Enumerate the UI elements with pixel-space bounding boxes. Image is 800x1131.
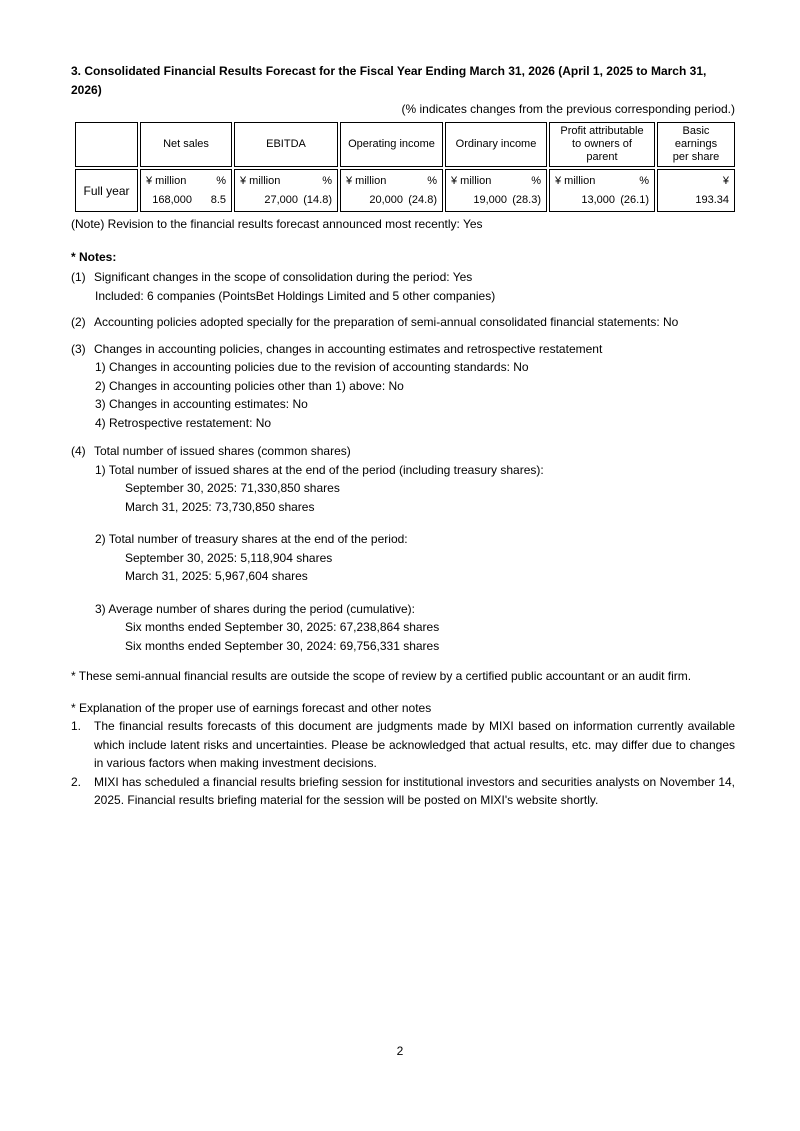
cell-ebitda (234, 169, 338, 212)
note-1 (71, 268, 735, 287)
change-pct: 8.5 (210, 194, 226, 206)
unit-row (555, 174, 649, 189)
page-number: 2 (396, 1044, 404, 1058)
note-4-sub1-title: 1) Total number of issued shares at the end of the period (including treasury shares): (95, 462, 544, 477)
forecast-table (75, 122, 735, 212)
note-3-item: 3) Changes in accounting estimates: No (95, 397, 308, 411)
unit-row (663, 174, 729, 189)
note-3 (71, 340, 735, 359)
col-header-operating-income: Operating income (340, 122, 443, 167)
review-scope-note: * These semi-annual financial results are outside the scope of review by a certified public accountant or an audit firm. (71, 669, 692, 683)
note-4-label: (4) (71, 444, 86, 458)
change-pct: (28.3) (512, 194, 541, 206)
table-revision-note: (Note) Revision to the financial results forecast announced most recently: Yes (71, 217, 483, 231)
pct-label: % (639, 175, 649, 187)
note-4-sub3-line: Six months ended September 30, 2024: 69,756,331 shares (125, 638, 440, 653)
note-2 (71, 313, 735, 332)
note-4-sub3-title: 3) Average number of shares during the period (cumulative): (95, 601, 415, 616)
note-2-label: (2) (71, 315, 86, 329)
unit-label: ¥ (722, 175, 729, 187)
value-row (346, 190, 437, 210)
col-header-net-sales: Net sales (140, 122, 232, 167)
pct-label: % (216, 175, 226, 187)
cell-operating-income (340, 169, 443, 212)
note-3-text: Changes in accounting policies, changes in accounting estimates and retrospective restatement (94, 341, 603, 356)
value: 19,000 (473, 194, 507, 206)
pct-label: % (427, 175, 437, 187)
note-4 (71, 442, 735, 461)
change-pct: (26.1) (620, 194, 649, 206)
col-header-ordinary-income: Ordinary income (445, 122, 547, 167)
unit-label: ¥ million (555, 175, 596, 187)
pct-label: % (531, 175, 541, 187)
note-3-item: 2) Changes in accounting policies other than 1) above: No (95, 378, 404, 393)
note-4-sub2-title: 2) Total number of treasury shares at the end of the period: (95, 532, 408, 546)
header-line: Basic (682, 125, 710, 137)
change-pct: (24.8) (408, 194, 437, 206)
cell-profit-attributable (549, 169, 655, 212)
col-header-profit-attributable (549, 122, 655, 167)
value-row (146, 190, 226, 210)
value: 168,000 (152, 194, 192, 206)
header-line: parent (586, 151, 618, 163)
unit-row (346, 174, 437, 189)
unit-row (240, 174, 332, 189)
value-row (663, 190, 729, 210)
explanation-item-1-text: The financial results forecasts of this document are judgments made by MIXI based on information currently available which include latent risks and uncertainties. Please be acknowledged that actual results, etc. may differ due to changes in various factors when making investment decisions. (94, 719, 735, 770)
note-4-text: Total number of issued shares (common shares) (94, 444, 351, 458)
note-4-sub1-line: March 31, 2025: 73,730,850 shares (125, 499, 315, 514)
header-line: to owners of (572, 138, 632, 150)
table-caption-note: (% indicates changes from the previous corresponding period.) (401, 102, 735, 116)
value: 193.34 (695, 194, 729, 206)
note-1-label: (1) (71, 270, 86, 284)
value: 27,000 (264, 194, 298, 206)
note-1-text: Significant changes in the scope of consolidation during the period: Yes (94, 270, 473, 284)
note-3-label: (3) (71, 341, 86, 356)
note-3-item: 4) Retrospective restatement: No (95, 415, 272, 430)
unit-label: ¥ million (146, 175, 187, 187)
col-header-ebitda: EBITDA (234, 122, 338, 167)
note-3-item: 1) Changes in accounting policies due to the revision of accounting standards: No (95, 360, 529, 374)
note-1-included: Included: 6 companies (PointsBet Holdings Limited and 5 other companies) (95, 288, 496, 303)
unit-row (451, 174, 541, 189)
section-title: 3. Consolidated Financial Results Forecast for the Fiscal Year Ending March 31, 2026 (April 1, 2025 to March 31, 2026) (71, 64, 707, 97)
note-4-sub2-line: September 30, 2025: 5,118,904 shares (125, 550, 333, 565)
value-row (451, 190, 541, 210)
row-label-full-year: Full year (75, 169, 138, 212)
unit-row (146, 174, 226, 189)
note-4-sub2-line: March 31, 2025: 5,967,604 shares (125, 569, 308, 583)
header-line: earnings (674, 138, 718, 150)
explanation-item-2-num: 2. (71, 774, 82, 789)
note-4-sub3-line: Six months ended September 30, 2025: 67,238,864 shares (125, 620, 440, 634)
col-header-basic-eps (657, 122, 735, 167)
value: 20,000 (369, 194, 403, 206)
unit-label: ¥ million (451, 175, 492, 187)
value-row (240, 190, 332, 210)
explanation-item-2-text: MIXI has scheduled a financial results briefing session for institutional investors and securities analysts on November 14, 2025. Financial results briefing material for the session will be posted on MIXI's website shortly. (94, 774, 735, 807)
change-pct: (14.8) (303, 194, 332, 206)
cell-net-sales (140, 169, 232, 212)
value-row (555, 190, 649, 210)
unit-label: ¥ million (346, 175, 387, 187)
header-line: Profit attributable (560, 125, 644, 137)
cell-basic-eps (657, 169, 735, 212)
explanation-item-2 (71, 773, 735, 810)
pct-label: % (322, 175, 332, 187)
unit-label: ¥ million (240, 175, 281, 187)
note-4-sub1-line: September 30, 2025: 71,330,850 shares (125, 481, 340, 495)
cell-ordinary-income (445, 169, 547, 212)
value: 13,000 (581, 194, 615, 206)
explanation-item-1 (71, 717, 735, 773)
notes-heading: * Notes: (71, 249, 117, 264)
note-2-text: Accounting policies adopted specially for the preparation of semi-annual consolidated financial statements: No (94, 315, 679, 329)
header-line: per share (672, 151, 720, 163)
explanation-heading: * Explanation of the proper use of earnings forecast and other notes (71, 700, 432, 715)
explanation-item-1-num: 1. (71, 719, 82, 733)
table-corner-cell (75, 122, 138, 167)
